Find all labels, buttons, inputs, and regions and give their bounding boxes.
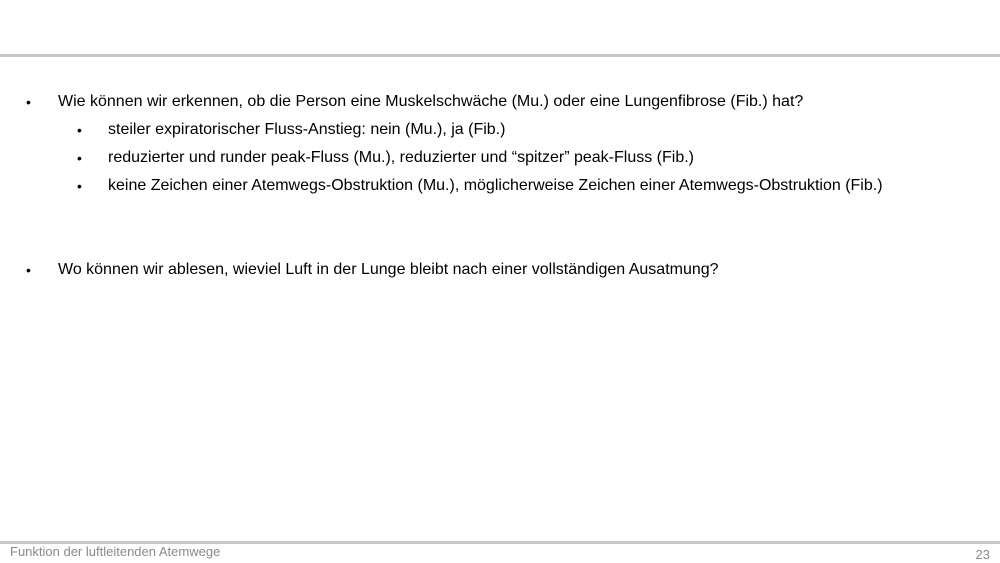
footer-title: Funktion der luftleitenden Atemwege xyxy=(10,544,221,559)
question-2: Wo können wir ablesen, wieviel Luft in der Lunge bleibt nach einer vollständigen Ausatmung? xyxy=(58,261,719,278)
bullet-icon: • xyxy=(26,262,31,278)
bullet-icon: • xyxy=(26,94,31,110)
sub-bullet-2: reduzierter und runder peak-Fluss (Mu.), reduzierter und “spitzer” peak-Fluss (Fib.) xyxy=(108,149,694,166)
page-number: 23 xyxy=(975,547,990,562)
bullet-icon: • xyxy=(77,122,82,138)
question-1: Wie können wir erkennen, ob die Person eine Muskelschwäche (Mu.) oder eine Lungenfibrose (Fib.) hat? xyxy=(58,93,804,110)
bullet-icon: • xyxy=(77,150,82,166)
sub-bullet-3: keine Zeichen einer Atemwegs-Obstruktion (Mu.), möglicherweise Zeichen einer Atemwegs-Obstruktion (Fib.) xyxy=(108,177,883,194)
sub-bullet-1: steiler expiratorischer Fluss-Anstieg: nein (Mu.), ja (Fib.) xyxy=(108,121,506,138)
top-divider xyxy=(0,54,1000,57)
bullet-icon: • xyxy=(77,178,82,194)
